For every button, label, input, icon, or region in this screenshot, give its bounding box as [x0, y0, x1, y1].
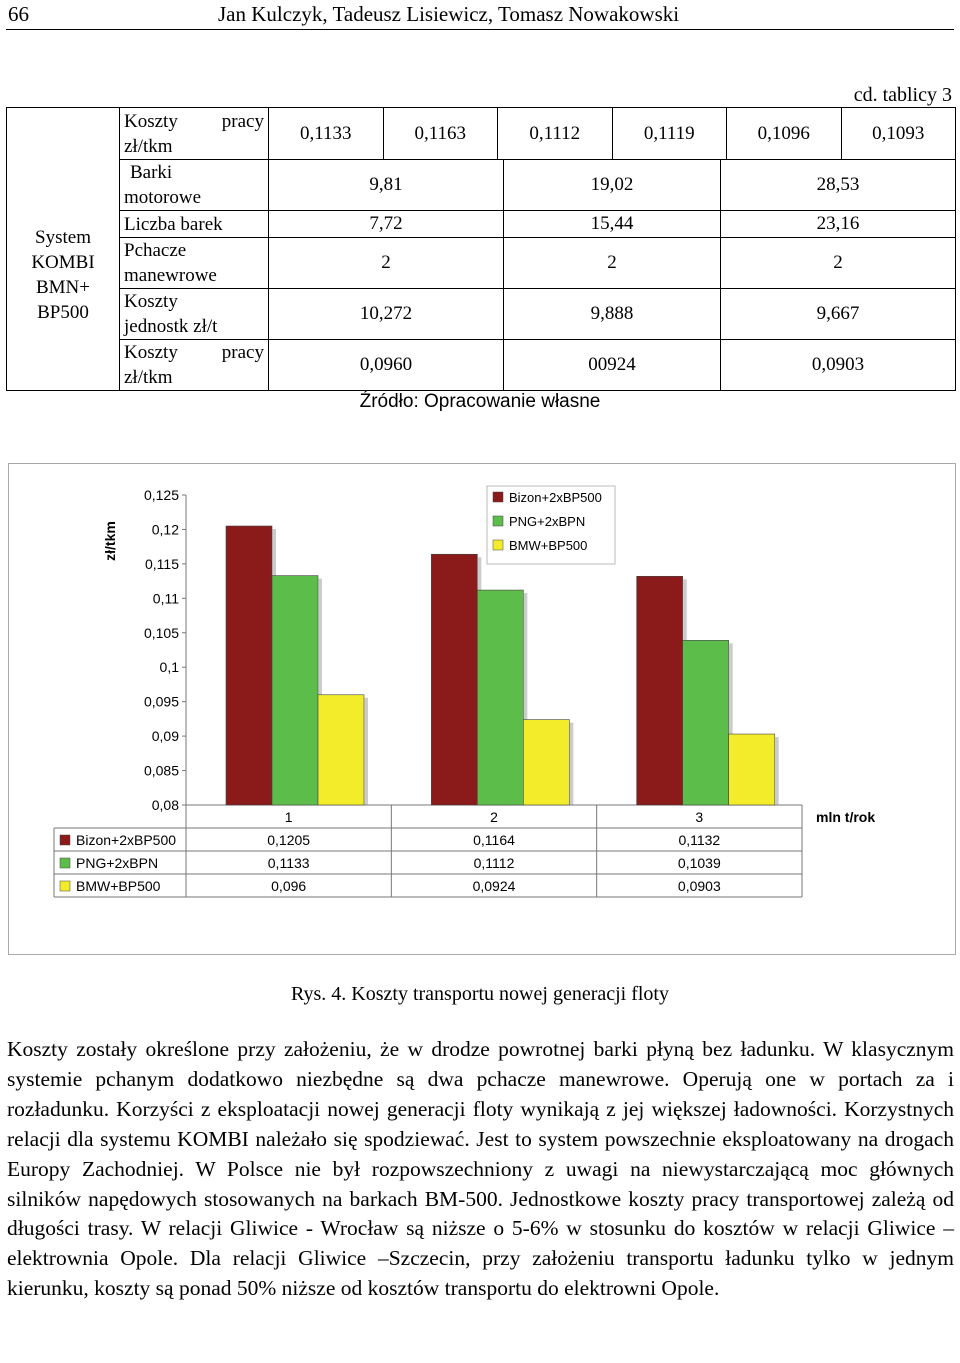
table-legend-swatch — [60, 881, 70, 891]
y-tick-label: 0,1 — [159, 659, 179, 676]
y-tick-label: 0,125 — [143, 487, 179, 503]
table-row — [7, 160, 956, 211]
legend-swatch — [493, 492, 503, 502]
table-cell: 9,81 — [269, 160, 504, 211]
page-number: 66 — [8, 2, 29, 26]
empty-cell — [7, 108, 120, 160]
x-tick-label: 1 — [284, 809, 293, 825]
y-tick-label: 0,09 — [151, 728, 179, 745]
table-continuation-note: cd. tablicy 3 — [853, 84, 952, 106]
table-cell: 0,1133 — [269, 108, 384, 159]
table-series-label: Bizon+2xBP500 — [76, 832, 177, 848]
x-tick-label: 3 — [695, 809, 704, 825]
legend-swatch — [493, 516, 503, 526]
bar-shadow — [364, 698, 368, 805]
table-cell: 9,888 — [504, 289, 721, 340]
bar-chart — [9, 464, 955, 954]
x-tick-label: 2 — [490, 809, 498, 825]
bar-bmw-bp500-2 — [523, 720, 569, 805]
bar-bmw-bp500-1 — [318, 695, 364, 805]
table-source: Źródło: Opracowanie własne — [359, 391, 601, 412]
bar-shadow — [569, 723, 573, 805]
table-row — [7, 211, 956, 238]
table-series-label: BMW+BP500 — [76, 878, 161, 894]
table-cell: 0,1163 — [384, 108, 499, 159]
y-tick-label: 0,08 — [151, 797, 179, 813]
table-cell: 0,0903 — [720, 340, 955, 391]
y-tick-label: 0,085 — [143, 762, 179, 779]
table-cell: 0,0960 — [269, 340, 504, 391]
bar-png-2xbpn-1 — [272, 576, 318, 805]
table-cell: 10,272 — [269, 289, 504, 340]
bar-png-2xbpn-3 — [683, 640, 729, 805]
row-label: Koszty pracy zł/tkm — [120, 108, 269, 160]
bar-bizon-2xbp500-1 — [226, 526, 272, 805]
table-cell: 2 — [504, 238, 721, 289]
body-paragraph: Koszty zostały określone przy założeniu, że w drodze powrotnej barki płyną bez ładunku. W klasycznym systemie pchanym dodatkowo niezbędne są dwa pchacze manewrowe. Operują one w portach za i rozładunku. Korzyści z eksploatacji nowej generacji floty wynikają z jej większej ładowności. Korzystnych relacji dla systemu KOMBI należało się spodziewać. Jest to system powszechnie eksploatowany na drogach Europy Zachodniej. W Polsce nie był rozpowszechniony z uwagi na niewystarczającą moc głównych silników napędowych stosowanych na barkach BM-500. Jednostkowe koszty pracy transportowej zależą od długości trasy. W relacji Gliwice - Wrocław są niższe o 5-6% w stosunku do kosztów w relacji Gliwice –elektrownia Opole. Dla relacji Gliwice –Szczecin, przy założeniu transportu ładunku tylko w jednym kierunku, koszty są ponad 50% niższe od kosztów transportu do elektrowni Opole. — [7, 1037, 954, 1301]
header-rule — [6, 29, 954, 30]
legend-label: Bizon+2xBP500 — [509, 490, 602, 505]
table-row — [7, 108, 956, 160]
table-cell: 00924 — [504, 340, 721, 391]
row-label: Koszty pracy zł/tkm — [120, 340, 269, 391]
bar-bizon-2xbp500-2 — [431, 554, 477, 805]
table-row — [7, 238, 956, 289]
y-axis-label: zł/tkm — [102, 521, 118, 561]
table-legend-swatch — [60, 858, 70, 868]
figure-caption: Rys. 4. Koszty transportu nowej generacji floty — [290, 983, 669, 1005]
page-header — [0, 0, 960, 30]
x-axis-label: mln t/rok — [816, 809, 876, 825]
system-label-cell: System KOMBI BMN+ BP500 — [7, 160, 120, 391]
table-cell: 28,53 — [720, 160, 955, 211]
y-tick-label: 0,115 — [145, 555, 179, 572]
row-label: Barki motorowe — [120, 160, 269, 211]
table-cell: 23,16 — [720, 211, 955, 238]
legend-label: PNG+2xBPN — [509, 514, 586, 529]
row-label: Liczba barek — [120, 211, 269, 238]
table-row — [7, 289, 956, 340]
table-cell: 9,667 — [720, 289, 955, 340]
table-cell: 7,72 — [269, 211, 504, 238]
bar-chart-frame — [8, 463, 956, 955]
table-cell: 19,02 — [504, 160, 721, 211]
table-series-label: PNG+2xBPN — [76, 855, 159, 871]
y-tick-label: 0,095 — [143, 693, 179, 710]
legend-swatch — [493, 540, 503, 550]
table-legend-swatch — [60, 835, 70, 845]
data-label: 0,1039 — [677, 855, 721, 871]
table-cell: 0,1093 — [872, 122, 925, 144]
table-cell: 0,1096 — [727, 108, 842, 159]
row-label: Pchacze manewrowe — [120, 238, 269, 289]
data-label: 0,1205 — [267, 832, 311, 848]
bar-shadow — [775, 737, 779, 805]
running-authors: Jan Kulczyk, Tadeusz Lisiewicz, Tomasz Nowakowski — [218, 2, 680, 26]
table-cell: 0,1112 — [498, 108, 613, 159]
bar-bizon-2xbp500-3 — [637, 576, 683, 805]
data-label: 0,1112 — [473, 855, 515, 871]
data-label: 0,0924 — [472, 878, 516, 894]
data-label: 0,1164 — [473, 832, 515, 848]
y-tick-label: 0,105 — [143, 624, 179, 641]
data-label: 0,1132 — [678, 832, 721, 848]
data-table — [6, 107, 956, 391]
bar-bmw-bp500-3 — [729, 734, 775, 805]
y-tick-label: 0,11 — [152, 590, 179, 607]
table-cell: 2 — [720, 238, 955, 289]
table-row — [7, 340, 956, 391]
data-label: 0,096 — [271, 878, 307, 894]
y-tick-label: 0,12 — [151, 521, 179, 538]
data-label: 0,0903 — [677, 878, 721, 894]
row-label: Koszty jednostk zł/t — [120, 289, 269, 340]
table-cell: 15,44 — [504, 211, 721, 238]
table-cell: 2 — [269, 238, 504, 289]
bar-png-2xbpn-2 — [477, 590, 523, 805]
data-label: 0,1133 — [267, 855, 310, 871]
table-cell: 0,1119 — [613, 108, 728, 159]
legend-label: BMW+BP500 — [509, 538, 588, 553]
